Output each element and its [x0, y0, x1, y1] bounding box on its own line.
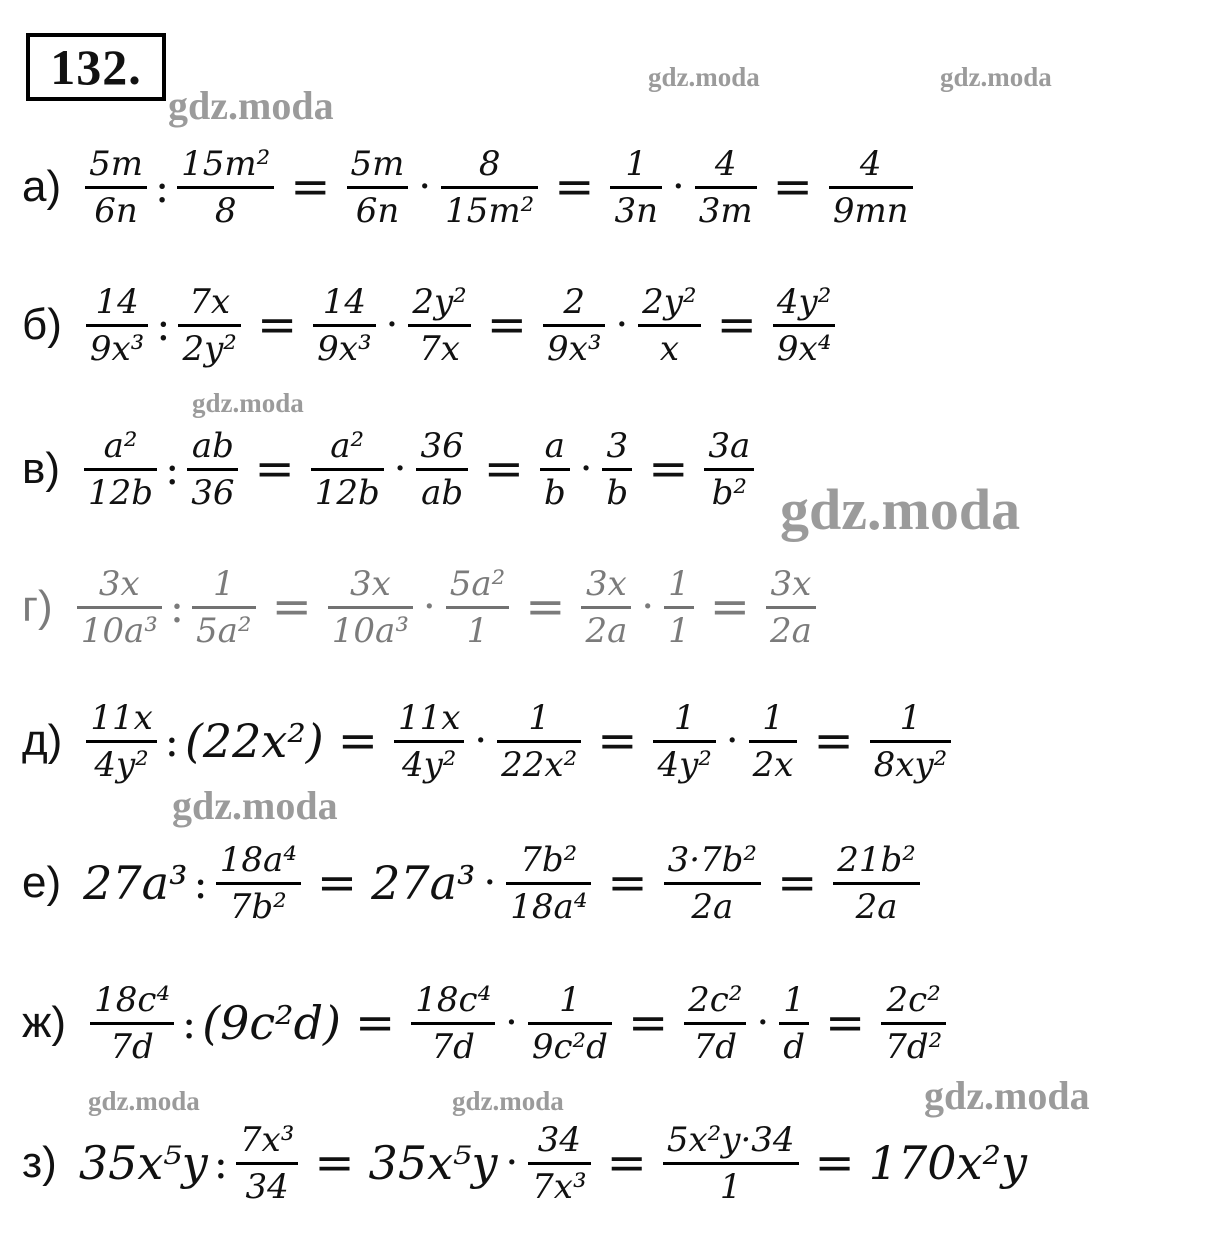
divide-sign: :: [156, 300, 171, 350]
numerator: 15m²: [181, 143, 271, 184]
fraction: [408, 280, 470, 371]
numerator: 1: [528, 697, 550, 738]
denominator: 1: [466, 610, 489, 651]
fraction: [581, 562, 631, 653]
denominator: d: [783, 1026, 805, 1067]
numerator: 4: [714, 143, 737, 184]
denominator: 7b²: [229, 886, 287, 927]
denominator: 2a: [691, 886, 734, 927]
numerator: 2c²: [886, 979, 941, 1020]
divide-sign: :: [155, 162, 170, 212]
fraction: [829, 142, 913, 233]
multiply-dot: ·: [579, 446, 593, 492]
denominator: 7x: [419, 328, 460, 369]
watermark: gdz.moda: [780, 477, 1021, 542]
fraction: [779, 978, 809, 1069]
expression: 35x⁵y: [368, 1136, 498, 1190]
numerator: 3x: [770, 563, 812, 604]
numerator: 2y²: [642, 281, 697, 322]
denominator: 22x²: [501, 744, 578, 785]
row-label: в): [22, 444, 61, 493]
equals-sign: =: [813, 713, 854, 769]
denominator: 5a²: [196, 610, 252, 651]
row-label: б): [22, 300, 62, 349]
numerator: 18c⁴: [94, 979, 171, 1020]
numerator: 5m: [89, 143, 143, 184]
fraction: [328, 562, 413, 653]
row-label: ж): [22, 998, 67, 1047]
row-label: г): [22, 582, 53, 631]
numerator: a: [544, 425, 565, 466]
fraction: [638, 280, 700, 371]
equation-row: [22, 270, 841, 380]
fraction: [695, 142, 757, 233]
denominator: 9x⁴: [776, 328, 832, 369]
denominator: 12b: [88, 472, 154, 513]
fraction: [749, 696, 798, 787]
numerator: 4y²: [776, 281, 832, 322]
numerator: 1: [673, 697, 696, 738]
fraction: [870, 696, 952, 787]
row-label: а): [22, 162, 62, 211]
fraction: [610, 142, 662, 233]
equals-sign: =: [777, 855, 818, 911]
fraction: [86, 696, 156, 787]
denominator: 7x³: [532, 1166, 587, 1207]
denominator: 2y²: [182, 328, 237, 369]
equals-sign: =: [554, 159, 595, 215]
equals-sign: =: [483, 441, 524, 497]
fraction: [528, 978, 612, 1069]
denominator: b: [606, 472, 629, 513]
watermark: gdz.moda: [648, 62, 760, 92]
denominator: 4y²: [657, 744, 712, 785]
numerator: 3a: [708, 425, 751, 466]
denominator: 8: [214, 190, 237, 231]
denominator: 2x: [752, 744, 794, 785]
fraction: [506, 838, 591, 929]
equals-sign: =: [716, 297, 757, 353]
numerator: 1: [559, 979, 581, 1020]
denominator: 3n: [614, 190, 658, 231]
expression: (9c²d): [202, 996, 341, 1050]
numerator: 1: [212, 563, 235, 604]
numerator: 5a²: [449, 563, 506, 604]
multiply-dot: ·: [483, 860, 497, 906]
equation-row: [22, 1108, 1031, 1218]
multiply-dot: ·: [422, 584, 436, 630]
numerator: 2y²: [412, 281, 467, 322]
denominator: ab: [421, 472, 464, 513]
numerator: 36: [420, 425, 464, 466]
numerator: a²: [330, 425, 365, 466]
fraction: [84, 424, 157, 515]
equation-row: [22, 968, 952, 1078]
fraction: [766, 562, 816, 653]
denominator: b²: [711, 472, 748, 513]
denominator: 10a³: [331, 610, 409, 651]
fraction: [773, 280, 835, 371]
numerator: 14: [95, 281, 139, 322]
numerator: 34: [537, 1119, 582, 1160]
equals-sign: =: [355, 995, 396, 1051]
numerator: 8: [478, 143, 501, 184]
denominator: 8xy²: [873, 744, 948, 785]
multiply-dot: ·: [641, 584, 655, 630]
expression: 27a³: [83, 856, 188, 910]
fraction: [653, 696, 715, 787]
equation-row: [22, 414, 760, 524]
denominator: 12b: [314, 472, 380, 513]
fraction: [446, 562, 510, 653]
denominator: 9mn: [832, 190, 909, 231]
multiply-dot: ·: [725, 718, 739, 764]
denominator: 7d: [693, 1026, 738, 1067]
expression: 170x²y: [868, 1136, 1027, 1190]
denominator: 2a: [585, 610, 628, 651]
fraction: [664, 838, 761, 929]
divide-sign: :: [213, 1138, 228, 1188]
multiply-dot: ·: [505, 1140, 519, 1186]
expression: 27a³: [371, 856, 476, 910]
fraction: [177, 142, 274, 233]
fraction: [833, 838, 920, 929]
numerator: 3x: [586, 563, 627, 604]
denominator: 3m: [698, 190, 753, 231]
numerator: 3x: [349, 563, 391, 604]
denominator: 4y²: [94, 744, 149, 785]
fraction: [216, 838, 301, 929]
numerator: 11x: [397, 697, 461, 738]
multiply-dot: ·: [756, 1000, 770, 1046]
watermark: gdz.moda: [192, 388, 304, 418]
numerator: 21b²: [837, 839, 916, 880]
numerator: 3: [606, 425, 629, 466]
denominator: 9x³: [89, 328, 145, 369]
watermark: gdz.moda: [940, 62, 1052, 92]
equals-sign: =: [814, 1135, 855, 1191]
fraction: [497, 696, 581, 787]
equals-sign: =: [256, 297, 298, 353]
numerator: 5m: [350, 143, 405, 184]
denominator: 15m²: [445, 190, 535, 231]
watermark: gdz.moda: [924, 1073, 1090, 1118]
denominator: 18a⁴: [510, 886, 588, 927]
row-label: е): [22, 858, 62, 907]
numerator: 1: [625, 143, 648, 184]
numerator: 7x³: [239, 1119, 295, 1160]
multiply-dot: ·: [385, 302, 399, 348]
multiply-dot: ·: [672, 164, 685, 210]
equals-sign: =: [271, 579, 312, 635]
equals-sign: =: [772, 159, 813, 215]
numerator: 1: [783, 979, 805, 1020]
denominator: x: [659, 328, 679, 369]
divide-sign: :: [164, 716, 179, 766]
task-number: 132.: [26, 33, 166, 101]
watermark: gdz.moda: [172, 783, 338, 828]
numerator: 3x: [98, 563, 140, 604]
numerator: 3·7b²: [667, 839, 758, 880]
expression: 35x⁵y: [78, 1136, 208, 1190]
watermark: gdz.moda: [168, 83, 334, 128]
denominator: 9c²d: [531, 1026, 608, 1067]
numerator: 11x: [90, 697, 153, 738]
equals-sign: =: [486, 297, 528, 353]
numerator: a²: [103, 425, 138, 466]
denominator: 1: [668, 610, 690, 651]
watermark: gdz.moda: [88, 1086, 200, 1116]
equals-sign: =: [316, 855, 358, 911]
multiply-dot: ·: [474, 718, 488, 764]
fraction: [236, 1118, 298, 1209]
denominator: 7d²: [885, 1026, 943, 1067]
numerator: 4: [859, 143, 882, 184]
expression: (22x²): [184, 714, 324, 768]
denominator: 1: [719, 1166, 742, 1207]
denominator: b: [543, 472, 566, 513]
multiply-dot: ·: [615, 302, 629, 348]
divide-sign: :: [165, 444, 180, 494]
divide-sign: :: [169, 582, 185, 632]
denominator: 7d: [431, 1026, 475, 1067]
numerator: 2c²: [688, 979, 743, 1020]
fraction: [416, 424, 467, 515]
denominator: 2a: [769, 610, 812, 651]
fraction: [602, 424, 632, 515]
numerator: 1: [899, 697, 922, 738]
fraction: [347, 142, 409, 233]
fraction: [528, 1118, 590, 1209]
fraction: [178, 280, 240, 371]
numerator: 7b²: [520, 839, 578, 880]
row-label: д): [22, 716, 63, 765]
denominator: 2a: [855, 886, 898, 927]
equation-row: [22, 132, 919, 242]
numerator: 14: [322, 281, 366, 322]
watermark: gdz.moda: [452, 1086, 564, 1116]
fraction: [90, 978, 174, 1069]
numerator: 18a⁴: [219, 839, 297, 880]
equals-sign: =: [607, 855, 648, 911]
equals-sign: =: [290, 159, 331, 215]
fraction: [663, 1118, 799, 1209]
equation-row: [22, 686, 957, 796]
numerator: 5x²y·34: [666, 1119, 795, 1160]
equation-row: [22, 552, 822, 662]
denominator: 6n: [94, 190, 138, 231]
equals-sign: =: [627, 995, 669, 1051]
equals-sign: =: [597, 713, 638, 769]
multiply-dot: ·: [393, 446, 407, 492]
equals-sign: =: [337, 713, 378, 769]
numerator: 2: [563, 281, 586, 322]
fraction: [540, 424, 570, 515]
denominator: 6n: [355, 190, 400, 231]
fraction: [881, 978, 946, 1069]
fraction: [313, 280, 375, 371]
fraction: [704, 424, 754, 515]
multiply-dot: ·: [418, 164, 432, 210]
numerator: 1: [762, 697, 784, 738]
numerator: 1: [668, 563, 690, 604]
equals-sign: =: [525, 579, 566, 635]
fraction: [86, 280, 148, 371]
denominator: 7d: [110, 1026, 154, 1067]
divide-sign: :: [182, 998, 197, 1048]
equals-sign: =: [709, 579, 750, 635]
fraction: [187, 424, 238, 515]
denominator: 10a³: [80, 610, 158, 651]
numerator: 18c⁴: [415, 979, 492, 1020]
denominator: 34: [245, 1166, 289, 1207]
divide-sign: :: [193, 858, 208, 908]
fraction: [394, 696, 464, 787]
equation-row: [22, 828, 926, 938]
fraction: [684, 978, 746, 1069]
denominator: 9x³: [547, 328, 602, 369]
fraction: [411, 978, 495, 1069]
denominator: 9x³: [317, 328, 372, 369]
fraction: [543, 280, 605, 371]
fraction: [192, 562, 256, 653]
denominator: 36: [191, 472, 235, 513]
row-label: з): [22, 1138, 57, 1187]
fraction: [311, 424, 384, 515]
equals-sign: =: [648, 441, 689, 497]
equals-sign: =: [254, 441, 295, 497]
fraction: [664, 562, 694, 653]
fraction: [441, 142, 538, 233]
equals-sign: =: [314, 1135, 355, 1191]
fraction: [85, 142, 147, 233]
numerator: ab: [191, 425, 234, 466]
numerator: 7x: [189, 281, 231, 322]
denominator: 4y²: [401, 744, 457, 785]
equals-sign: =: [824, 995, 866, 1051]
equals-sign: =: [606, 1135, 647, 1191]
fraction: [77, 562, 162, 653]
multiply-dot: ·: [505, 1000, 518, 1046]
